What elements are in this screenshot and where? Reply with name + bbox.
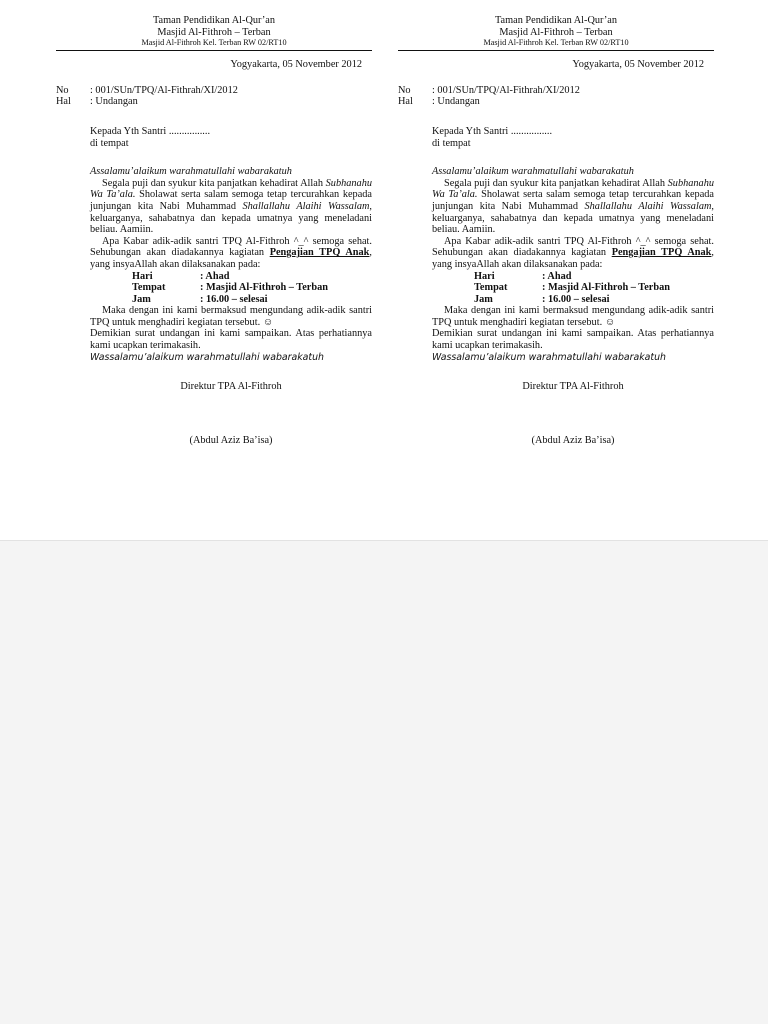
schedule-value: : 16.00 – selesai: [542, 293, 610, 305]
schedule-label: Hari: [474, 270, 495, 282]
paragraph-2: [90, 236, 372, 271]
schedule-label: Hari: [132, 270, 153, 282]
number-row: [398, 85, 714, 97]
header-rule: [398, 50, 714, 51]
subject-value: : Undangan: [432, 96, 480, 108]
letterhead-address: Masjid Al-Fithroh Kel. Terban RW 02/RT10: [141, 38, 287, 48]
paragraph-4: Demikian surat undangan ini kami sampaikan. Atas perhatiannya kami ucapkan terimakasih.: [90, 328, 372, 352]
signer-title: Direktur TPA Al-Fithroh: [180, 381, 282, 393]
schedule-value: : 16.00 – selesai: [200, 293, 268, 305]
invitation-letter-right: [398, 0, 714, 446]
schedule-label: Jam: [474, 293, 493, 305]
number-value: : 001/SUn/TPQ/Al-Fithrah/XI/2012: [90, 84, 238, 96]
number-value: : 001/SUn/TPQ/Al-Fithrah/XI/2012: [432, 84, 580, 96]
paragraph-3: Maka dengan ini kami bermaksud mengundang adik-adik santri TPQ untuk menghadiri kegiatan tersebut. ☺: [90, 305, 372, 328]
closing-greeting: Wassalamu’alaikum warahmatullahi wabarakatuh: [90, 351, 324, 363]
letterhead-line-2: Masjid Al-Fithroh – Terban: [157, 26, 271, 38]
letter-body: [398, 166, 714, 363]
number-label: No: [398, 84, 411, 96]
schedule-row: [474, 271, 714, 283]
schedule-row: [132, 271, 372, 283]
letterhead-line-1: Taman Pendidikan Al-Qur’an: [494, 15, 618, 26]
paragraph-1: [432, 178, 714, 236]
p1-italic-a: Subhanahu Wa Ta’ala.: [90, 177, 372, 201]
p1-text-c: , keluarganya, sahabatnya dan kepada umatnya yang meneladani beliau. Aamiin.: [432, 200, 714, 236]
p1-text-b: Sholawat serta salam semoga tetap tercurahkan kepada junjungan kita Nabi Muhammad: [432, 189, 714, 212]
schedule-row: [132, 282, 372, 294]
p1-text-c: , keluarganya, sahabatnya dan kepada umatnya yang meneladani beliau. Aamiin.: [90, 200, 372, 236]
schedule-label: Jam: [132, 293, 151, 305]
schedule-table: [90, 271, 372, 306]
letterhead-address: Masjid Al-Fithroh Kel. Terban RW 02/RT10: [483, 38, 629, 48]
subject-value: : Undangan: [90, 96, 138, 108]
letterhead-line-2: Masjid Al-Fithroh – Terban: [499, 26, 613, 38]
letter-date: Yogyakarta, 05 November 2012: [230, 59, 362, 71]
recipient: Kepada Yth Santri ................: [90, 125, 211, 137]
schedule-value: : Masjid Al-Fithroh – Terban: [542, 282, 670, 294]
closing-greeting: Wassalamu’alaikum warahmatullahi wabarakatuh: [432, 351, 666, 363]
schedule-label: Tempat: [474, 282, 508, 294]
p2-text-b: , yang insyaAllah akan dilaksanakan pada:: [432, 247, 714, 270]
event-name: Pengajian TPQ Anak: [269, 247, 370, 259]
p2-text-a: Apa Kabar adik-adik santri TPQ Al-Fithroh ^_^ semoga sehat. Sehubungan akan diadakannya kagiatan: [432, 235, 714, 259]
letterhead-line-1: Taman Pendidikan Al-Qur’an: [152, 15, 276, 26]
paragraph-3: Maka dengan ini kami bermaksud mengundang adik-adik santri TPQ untuk menghadiri kegiatan tersebut. ☺: [432, 305, 714, 328]
subject-row: [56, 96, 372, 108]
recipient-block: [398, 126, 714, 149]
signature-block: [398, 381, 714, 446]
recipient-block: [56, 126, 372, 149]
signer-title: Direktur TPA Al-Fithroh: [522, 381, 624, 393]
event-name: Pengajian TPQ Anak: [611, 247, 712, 259]
number-label: No: [56, 84, 69, 96]
letterhead: [398, 15, 714, 48]
subject-label: Hal: [56, 96, 71, 108]
schedule-value: : Masjid Al-Fithroh – Terban: [200, 282, 328, 294]
schedule-label: Tempat: [132, 282, 166, 294]
p1-italic-b: Shallallahu Alaihi Wassalam: [584, 200, 712, 212]
letter-body: [56, 166, 372, 363]
letter-meta: [398, 85, 714, 108]
header-rule: [56, 50, 372, 51]
letterhead: [56, 15, 372, 48]
schedule-row: [474, 294, 714, 306]
paragraph-4: Demikian surat undangan ini kami sampaikan. Atas perhatiannya kami ucapkan terimakasih.: [432, 328, 714, 352]
schedule-table: [432, 271, 714, 306]
schedule-value: : Ahad: [542, 270, 572, 282]
p2-text-a: Apa Kabar adik-adik santri TPQ Al-Fithroh ^_^ semoga sehat. Sehubungan akan diadakannya kagiatan: [90, 235, 372, 259]
subject-row: [398, 96, 714, 108]
p1-italic-b: Shallallahu Alaihi Wassalam: [242, 200, 370, 212]
recipient-place: di tempat: [90, 137, 129, 149]
p1-italic-a: Subhanahu Wa Ta’ala.: [432, 177, 714, 201]
p1-text-a: Segala puji dan syukur kita panjatkan kehadirat Allah: [444, 177, 665, 189]
p2-text-b: , yang insyaAllah akan dilaksanakan pada:: [90, 247, 372, 270]
greeting: Assalamu’alaikum warahmatullahi wabarakatuh: [90, 166, 292, 178]
number-row: [56, 85, 372, 97]
p1-text-a: Segala puji dan syukur kita panjatkan kehadirat Allah: [102, 177, 323, 189]
letter-date: Yogyakarta, 05 November 2012: [572, 59, 704, 71]
p1-text-b: Sholawat serta salam semoga tetap tercurahkan kepada junjungan kita Nabi Muhammad: [90, 189, 372, 212]
paragraph-2: [432, 236, 714, 271]
schedule-row: [474, 282, 714, 294]
greeting: Assalamu’alaikum warahmatullahi wabarakatuh: [432, 166, 634, 178]
paragraph-1: [90, 178, 372, 236]
subject-label: Hal: [398, 96, 413, 108]
schedule-value: : Ahad: [200, 270, 230, 282]
invitation-letter-left: [56, 0, 372, 446]
signer-name: (Abdul Aziz Ba’isa): [189, 434, 273, 446]
signer-name: (Abdul Aziz Ba’isa): [531, 434, 615, 446]
recipient: Kepada Yth Santri ................: [432, 125, 553, 137]
recipient-place: di tempat: [432, 137, 471, 149]
schedule-row: [132, 294, 372, 306]
letter-meta: [56, 85, 372, 108]
signature-block: [56, 381, 372, 446]
